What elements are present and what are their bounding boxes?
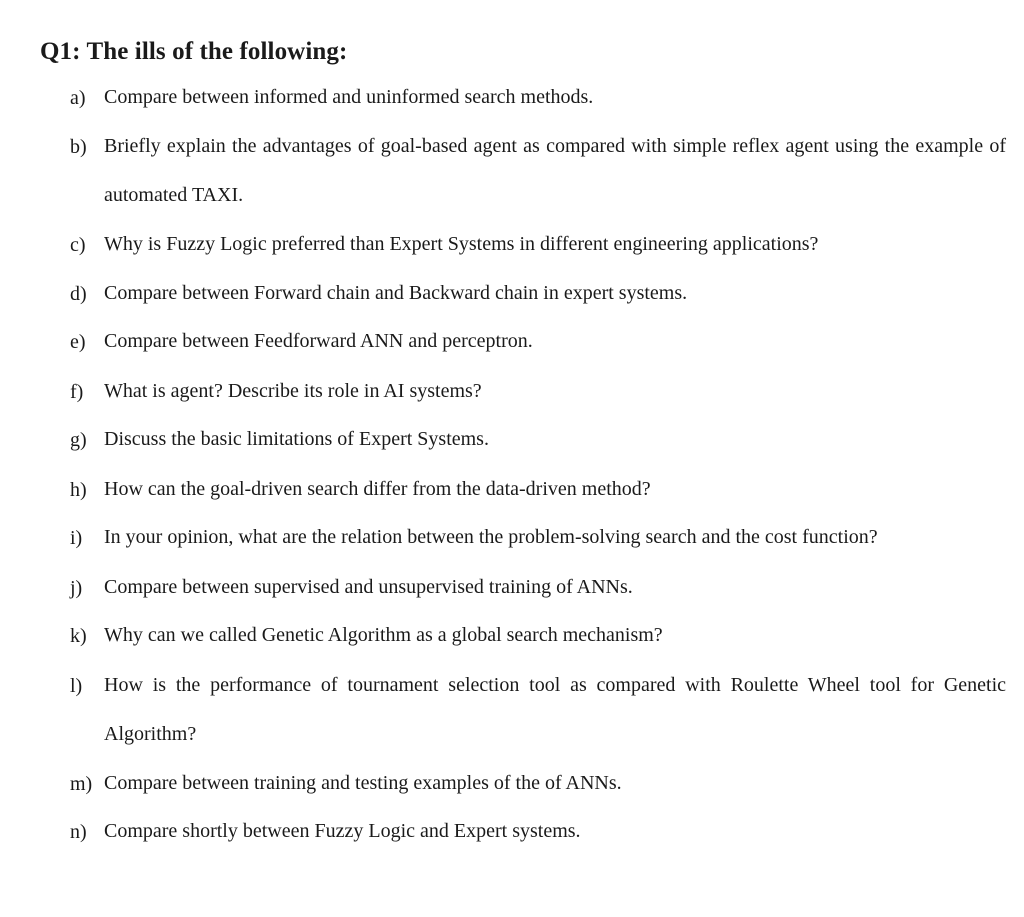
question-text: How is the performance of tournament selection tool as compared with Roulette Wheel tool for Genetic Algorithm? xyxy=(104,674,1006,745)
question-text: Compare between Feedforward ANN and perceptron. xyxy=(104,330,533,352)
question-marker: d) xyxy=(70,283,87,305)
question-marker: b) xyxy=(70,136,87,158)
question-text: Compare shortly between Fuzzy Logic and Expert systems. xyxy=(104,820,581,842)
question-item-n xyxy=(70,821,1006,870)
question-text: How can the goal-driven search differ from the data-driven method? xyxy=(104,478,651,500)
question-marker: k) xyxy=(70,625,87,647)
question-text: Discuss the basic limitations of Expert Systems. xyxy=(104,428,489,450)
question-marker: n) xyxy=(70,821,87,843)
question-text: Compare between training and testing examples of the of ANNs. xyxy=(104,772,622,794)
question-marker: m) xyxy=(70,773,93,795)
question-marker: l) xyxy=(70,675,83,697)
question-marker: j) xyxy=(70,577,83,599)
question-text: Why is Fuzzy Logic preferred than Expert Systems in different engineering applications? xyxy=(104,233,819,255)
question-marker: g) xyxy=(70,429,87,451)
question-text: Compare between supervised and unsupervised training of ANNs. xyxy=(104,576,633,598)
question-text: What is agent? Describe its role in AI systems? xyxy=(104,380,482,402)
question-text: In your opinion, what are the relation between the problem-solving search and the cost function? xyxy=(104,526,878,548)
question-title: Q1: The ills of the following: xyxy=(40,38,348,65)
question-marker: i) xyxy=(70,527,83,549)
question-marker: f) xyxy=(70,381,84,403)
question-marker: h) xyxy=(70,479,87,501)
question-marker: a) xyxy=(70,87,86,109)
question-text: Why can we called Genetic Algorithm as a global search mechanism? xyxy=(104,624,663,646)
question-text: Briefly explain the advantages of goal-based agent as compared with simple reflex agent using the example of automated TAXI. xyxy=(104,135,1006,206)
question-marker: e) xyxy=(70,331,86,353)
question-marker: c) xyxy=(70,234,86,256)
question-text: Compare between informed and uninformed search methods. xyxy=(104,86,594,108)
question-text: Compare between Forward chain and Backward chain in expert systems. xyxy=(104,282,688,304)
